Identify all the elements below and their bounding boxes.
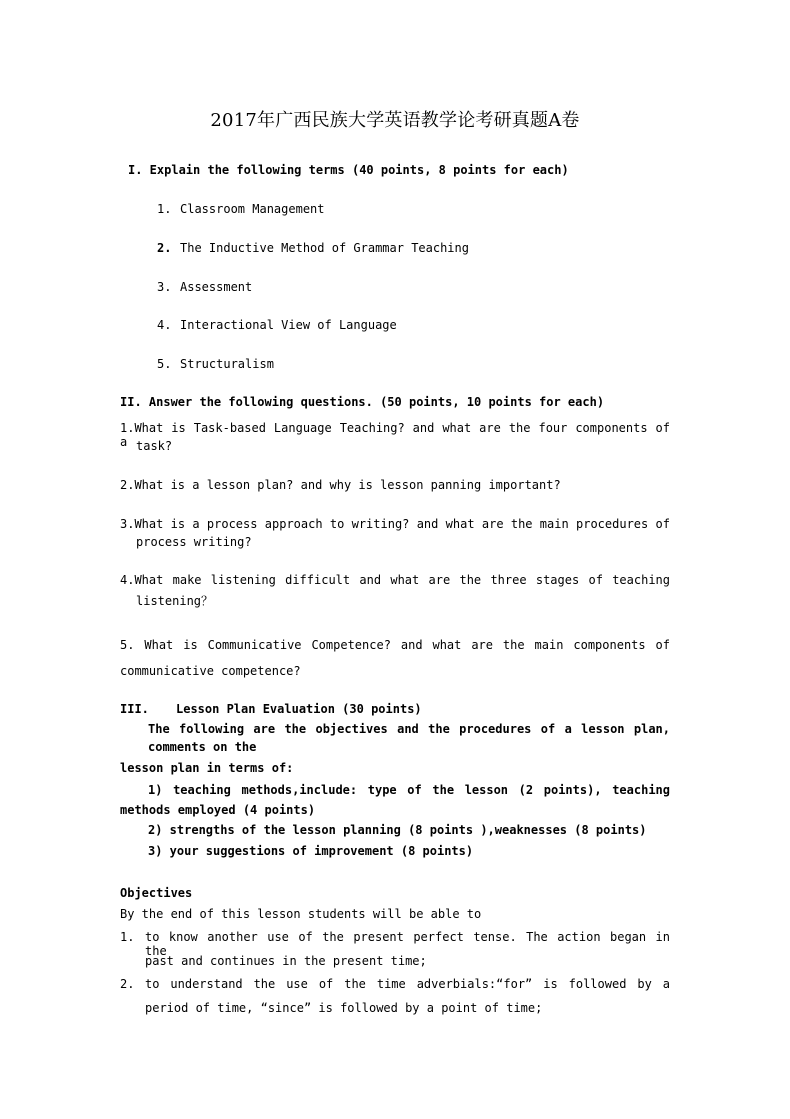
term-number: 2. [157, 241, 172, 255]
question-2: 2.What is a lesson plan? and why is lesson panning important? [120, 478, 561, 492]
section-3-intro-line-3: lesson plan in terms of: [120, 761, 294, 775]
criterion-2: 2) strengths of the lesson planning (8 points ),weaknesses (8 points) [148, 823, 647, 837]
objective-2-line-1: to understand the use of the time adverbials:“for” is followed by a [145, 977, 670, 991]
objective-1-line-2: past and continues in the present time; [145, 954, 427, 968]
criterion-1-line-1: 1) teaching methods,include: type of the lesson (2 points), teaching [148, 783, 670, 797]
term-item: Interactional View of Language [180, 318, 397, 332]
objective-number: 2. [120, 977, 135, 991]
section-3-number: III. [120, 702, 149, 716]
criterion-3: 3) your suggestions of improvement (8 points) [148, 844, 474, 858]
question-4-line-1: 4.What make listening difficult and what are the three stages of teaching [120, 573, 670, 587]
term-number: 3. [157, 280, 172, 294]
term-number: 5. [157, 357, 172, 371]
objectives-intro: By the end of this lesson students will be able to [120, 907, 482, 921]
question-5-line-2: communicative competence? [120, 664, 301, 678]
term-item: Structuralism [180, 357, 274, 371]
term-item: Assessment [180, 280, 253, 294]
objectives-heading: Objectives [120, 886, 193, 900]
page-title: 2017年广西民族大学英语教学论考研真题A卷 [210, 110, 580, 131]
term-item: The Inductive Method of Grammar Teaching [180, 241, 469, 255]
objective-number: 1. [120, 930, 135, 944]
question-1-line-2: task? [136, 439, 173, 453]
section-1-heading: I. Explain the following terms (40 points, 8 points for each) [128, 163, 569, 177]
objective-2-line-2: period of time, “since” is followed by a point of time; [145, 1001, 543, 1015]
question-5-line-1: 5. What is Communicative Competence? and what are the main components of [120, 638, 670, 652]
term-number: 1. [157, 202, 172, 216]
section-3-intro-line-1: The following are the objectives and the procedures of a lesson plan, [148, 722, 670, 736]
question-3-line-2: process writing? [136, 535, 252, 549]
term-item: Classroom Management [180, 202, 325, 216]
section-3-intro-line-2: comments on the [148, 740, 257, 754]
criterion-1-line-2: methods employed (4 points) [120, 803, 316, 817]
question-1-line-1: 1.What is Task-based Language Teaching? and what are the four components of a [120, 421, 670, 449]
question-3-line-1: 3.What is a process approach to writing? and what are the main procedures of [120, 517, 670, 531]
section-3-heading: Lesson Plan Evaluation (30 points) [176, 702, 422, 716]
term-number: 4. [157, 318, 172, 332]
objective-1-line-1: to know another use of the present perfect tense. The action began in the [145, 930, 670, 958]
section-2-heading: II. Answer the following questions. (50 points, 10 points for each) [120, 395, 605, 409]
question-4-line-2: listening？ [136, 594, 214, 608]
